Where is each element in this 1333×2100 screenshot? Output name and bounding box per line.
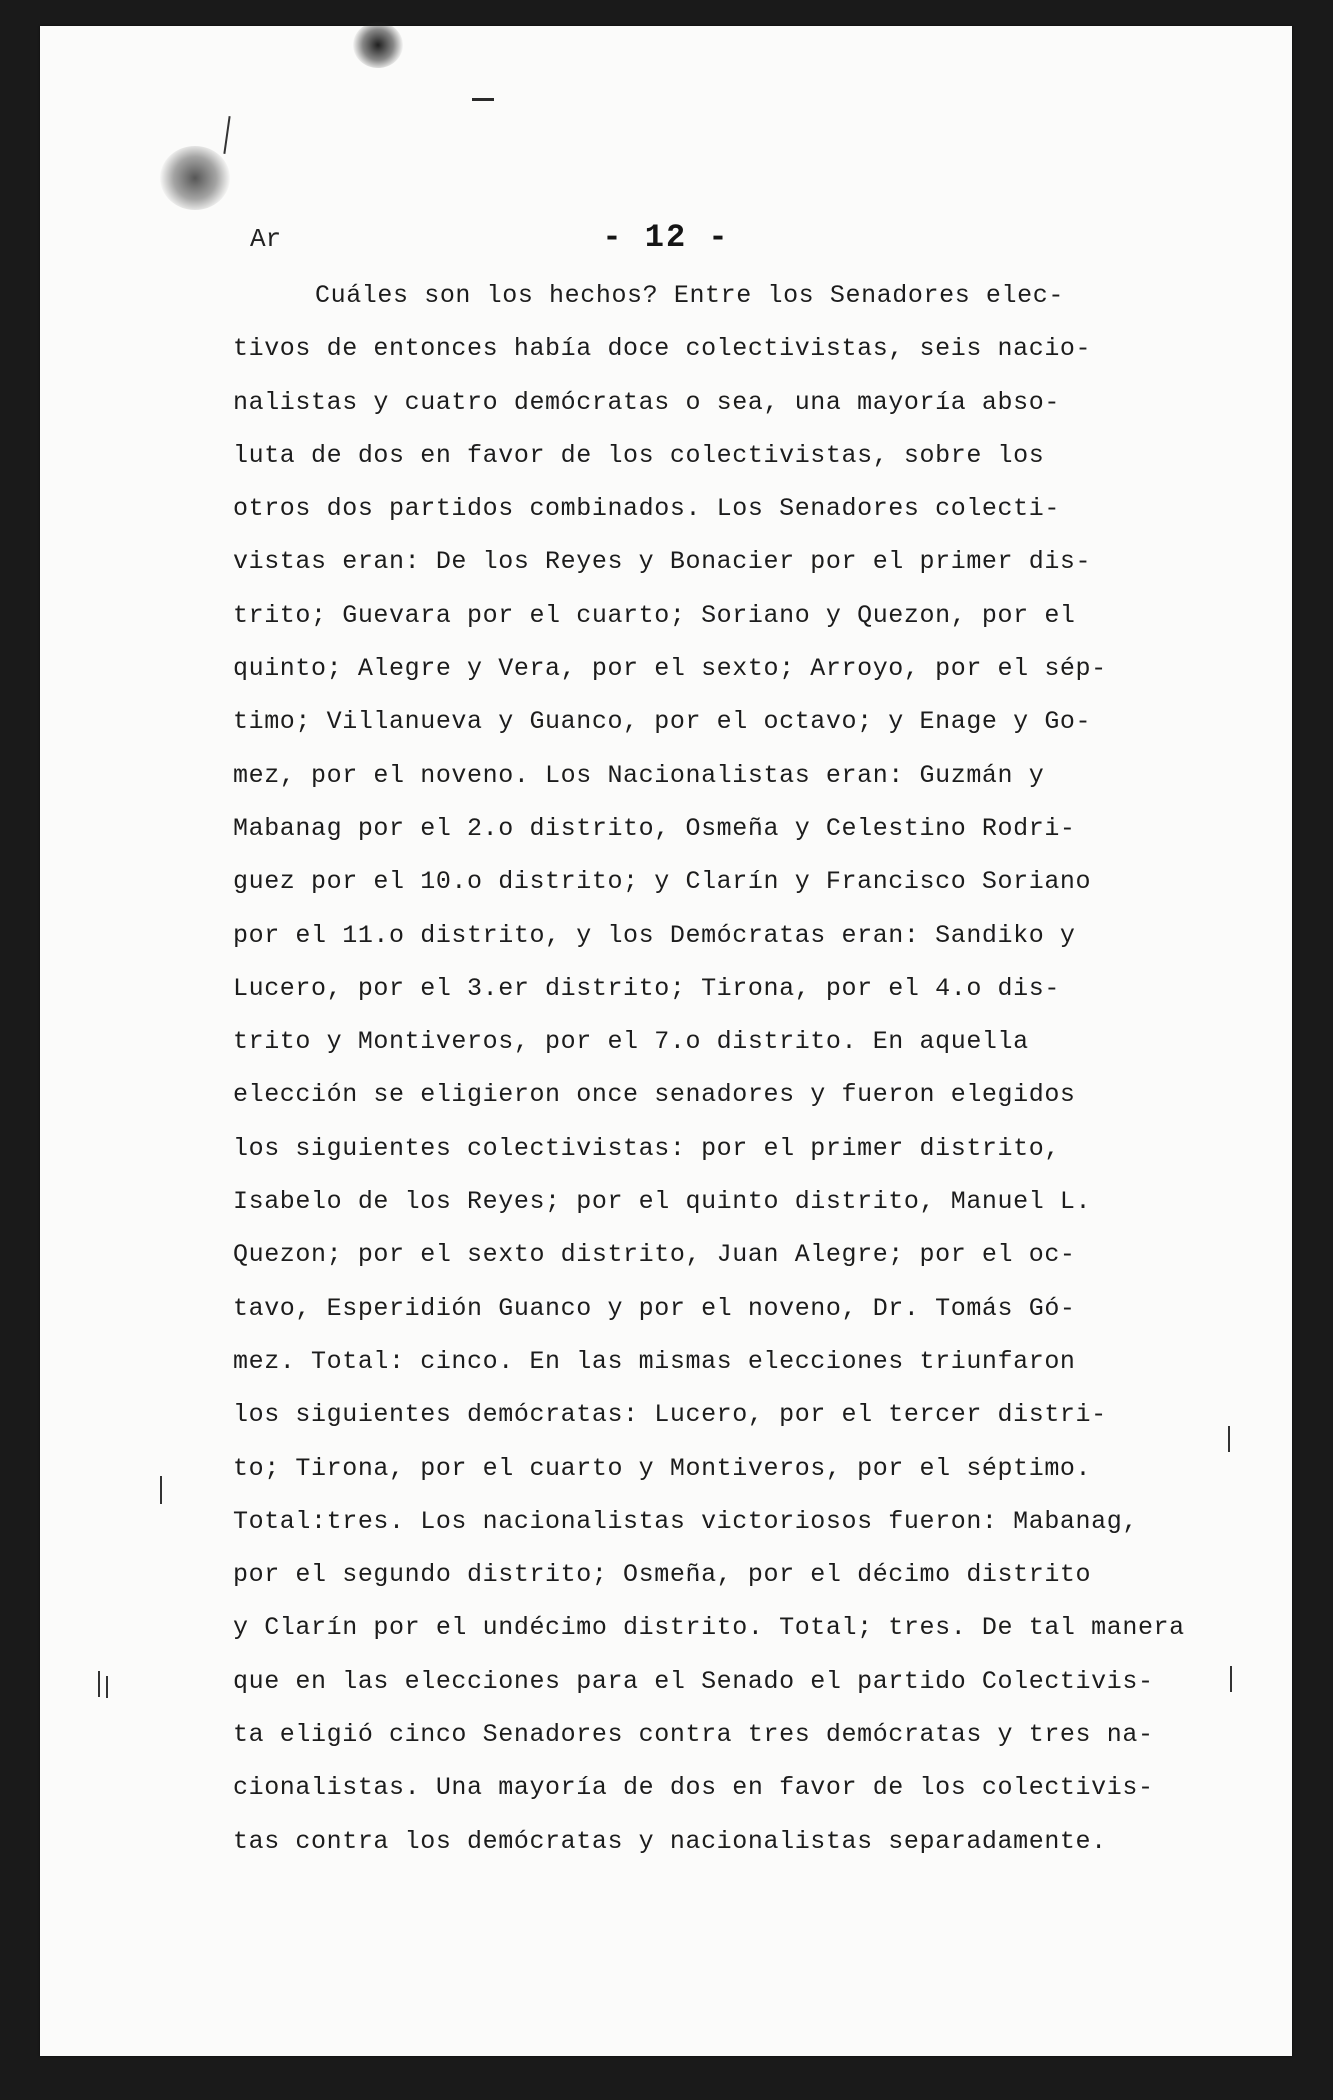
text-line: elección se eligieron once senadores y fueron elegidos — [233, 1080, 1076, 1110]
text-line: por el 11.o distrito, y los Demócratas eran: Sandiko y — [233, 920, 1076, 950]
text-line: ta eligió cinco Senadores contra tres demócratas y tres na- — [233, 1720, 1154, 1750]
text-line: por el segundo distrito; Osmeña, por el décimo distrito — [233, 1560, 1092, 1590]
text-line: y Clarín por el undécimo distrito. Total; tres. De tal manera — [233, 1613, 1185, 1643]
text-line: mez. Total: cinco. En las mismas elecciones triunfaron — [233, 1346, 1076, 1376]
text-line: que en las elecciones para el Senado el partido Colectivis- — [233, 1666, 1154, 1696]
text-line: Isabelo de los Reyes; por el quinto distrito, Manuel L. — [233, 1187, 1092, 1217]
corner-tag: Ar — [250, 224, 282, 254]
text-line: cionalistas. Una mayoría de dos en favor de los colectivis- — [233, 1773, 1154, 1803]
text-line: nalistas y cuatro demócratas o sea, una mayoría abso- — [233, 387, 1060, 417]
text-line: luta de dos en favor de los colectivistas, sobre los — [233, 440, 1045, 470]
page-number: - 12 - — [602, 219, 730, 256]
text-line: timo; Villanueva y Guanco, por el octavo; y Enage y Go- — [233, 707, 1092, 737]
paper-sheet — [40, 26, 1292, 2056]
text-line: quinto; Alegre y Vera, por el sexto; Arroyo, por el sép- — [233, 654, 1107, 684]
ink-blot-left — [160, 146, 230, 210]
text-line: Lucero, por el 3.er distrito; Tirona, por el 4.o dis- — [233, 973, 1060, 1003]
scan-mark — [472, 98, 494, 101]
text-line: mez, por el noveno. Los Nacionalistas eran: Guzmán y — [233, 760, 1045, 790]
text-line: tas contra los demócratas y nacionalistas separadamente. — [233, 1826, 1107, 1856]
text-line: otros dos partidos combinados. Los Senadores colecti- — [233, 494, 1060, 524]
text-line: guez por el 10.o distrito; y Clarín y Francisco Soriano — [233, 867, 1092, 897]
text-line: to; Tirona, por el cuarto y Montiveros, por el séptimo. — [233, 1453, 1092, 1483]
text-line: los siguientes demócratas: Lucero, por el tercer distri- — [233, 1400, 1107, 1430]
text-line: Quezon; por el sexto distrito, Juan Alegre; por el oc- — [233, 1240, 1076, 1270]
text-line: Cuáles son los hechos? Entre los Senadores elec- — [315, 281, 1064, 310]
text-line: trito y Montiveros, por el 7.o distrito. En aquella — [233, 1027, 1029, 1057]
ink-blot-top — [353, 22, 403, 68]
text-line: tivos de entonces había doce colectivistas, seis nacio- — [233, 334, 1092, 364]
text-line: tavo, Esperidión Guanco y por el noveno, Dr. Tomás Gó- — [233, 1293, 1076, 1323]
scan-mark — [98, 1671, 100, 1697]
text-line: vistas eran: De los Reyes y Bonacier por el primer dis- — [233, 547, 1092, 577]
scan-mark — [223, 116, 230, 154]
body-paragraph — [233, 269, 1233, 1868]
scan-mark — [160, 1476, 162, 1504]
text-line: trito; Guevara por el cuarto; Soriano y Quezon, por el — [233, 600, 1076, 630]
text-line: Total:tres. Los nacionalistas victoriosos fueron: Mabanag, — [233, 1506, 1138, 1536]
text-line: Mabanag por el 2.o distrito, Osmeña y Celestino Rodri- — [233, 813, 1076, 843]
text-line: los siguientes colectivistas: por el primer distrito, — [233, 1133, 1060, 1163]
scan-mark — [106, 1676, 108, 1698]
